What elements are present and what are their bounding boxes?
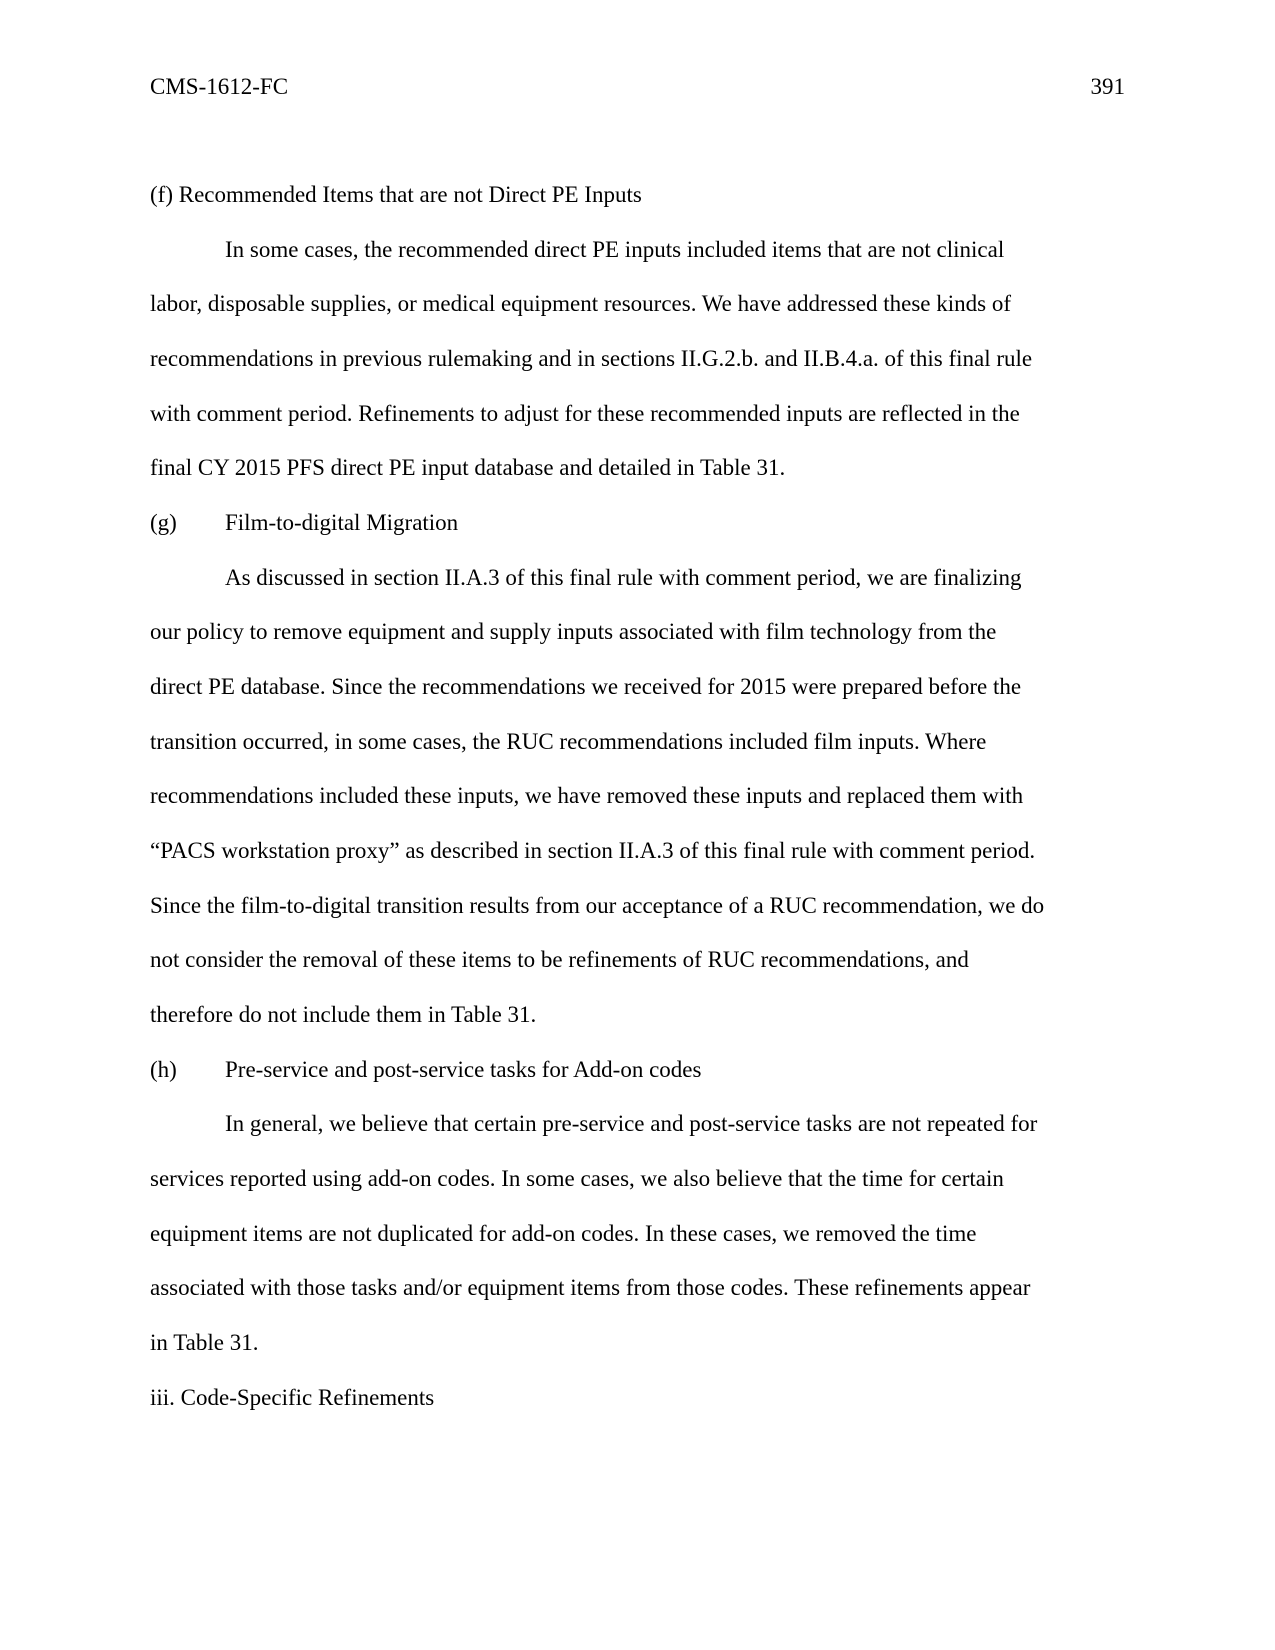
section-f-heading: (f) Recommended Items that are not Direct PE Inputs — [150, 182, 642, 207]
paragraph-line: Since the film-to-digital transition results from our acceptance of a RUC recommendation, we do — [150, 893, 1045, 918]
document-id: CMS-1612-FC — [150, 74, 289, 99]
paragraph-line: our policy to remove equipment and supply inputs associated with film technology from the — [150, 619, 997, 644]
paragraph-line: associated with those tasks and/or equipment items from those codes. These refinements appear — [150, 1275, 1031, 1300]
paragraph-line: in Table 31. — [150, 1330, 259, 1355]
paragraph-line: recommendations included these inputs, we have removed these inputs and replaced them with — [150, 783, 1024, 808]
paragraph-line: equipment items are not duplicated for add-on codes. In these cases, we removed the time — [150, 1221, 977, 1246]
paragraph-line: “PACS workstation proxy” as described in section II.A.3 of this final rule with comment period. — [150, 838, 1036, 863]
paragraph-line: recommendations in previous rulemaking and in sections II.G.2.b. and II.B.4.a. of this final rule — [150, 346, 1033, 371]
paragraph-line: direct PE database. Since the recommendations we received for 2015 were prepared before the — [150, 674, 1022, 699]
paragraph-line: therefore do not include them in Table 31. — [150, 1002, 537, 1027]
paragraph-line: In general, we believe that certain pre-service and post-service tasks are not repeated for — [225, 1111, 1038, 1136]
paragraph-line: not consider the removal of these items to be refinements of RUC recommendations, and — [150, 947, 969, 972]
page-header — [150, 74, 1125, 104]
page-number: 391 — [1090, 74, 1125, 99]
section-h-label: (h) — [150, 1057, 177, 1082]
section-g-label: (g) — [150, 510, 177, 535]
section-g-heading: Film-to-digital Migration — [225, 510, 459, 535]
paragraph-line: As discussed in section II.A.3 of this final rule with comment period, we are finalizing — [225, 565, 1022, 590]
paragraph-line: final CY 2015 PFS direct PE input database and detailed in Table 31. — [150, 455, 786, 480]
paragraph-line: transition occurred, in some cases, the RUC recommendations included film inputs. Where — [150, 729, 987, 754]
section-h-heading: Pre-service and post-service tasks for Add-on codes — [225, 1057, 702, 1082]
paragraph-line: labor, disposable supplies, or medical equipment resources. We have addressed these kinds of — [150, 291, 1011, 316]
paragraph-line: with comment period. Refinements to adjust for these recommended inputs are reflected in the — [150, 401, 1020, 426]
section-iii-heading: iii. Code-Specific Refinements — [150, 1385, 435, 1410]
paragraph-line: In some cases, the recommended direct PE inputs included items that are not clinical — [225, 237, 1005, 262]
paragraph-line: services reported using add-on codes. In some cases, we also believe that the time for certain — [150, 1166, 1004, 1191]
